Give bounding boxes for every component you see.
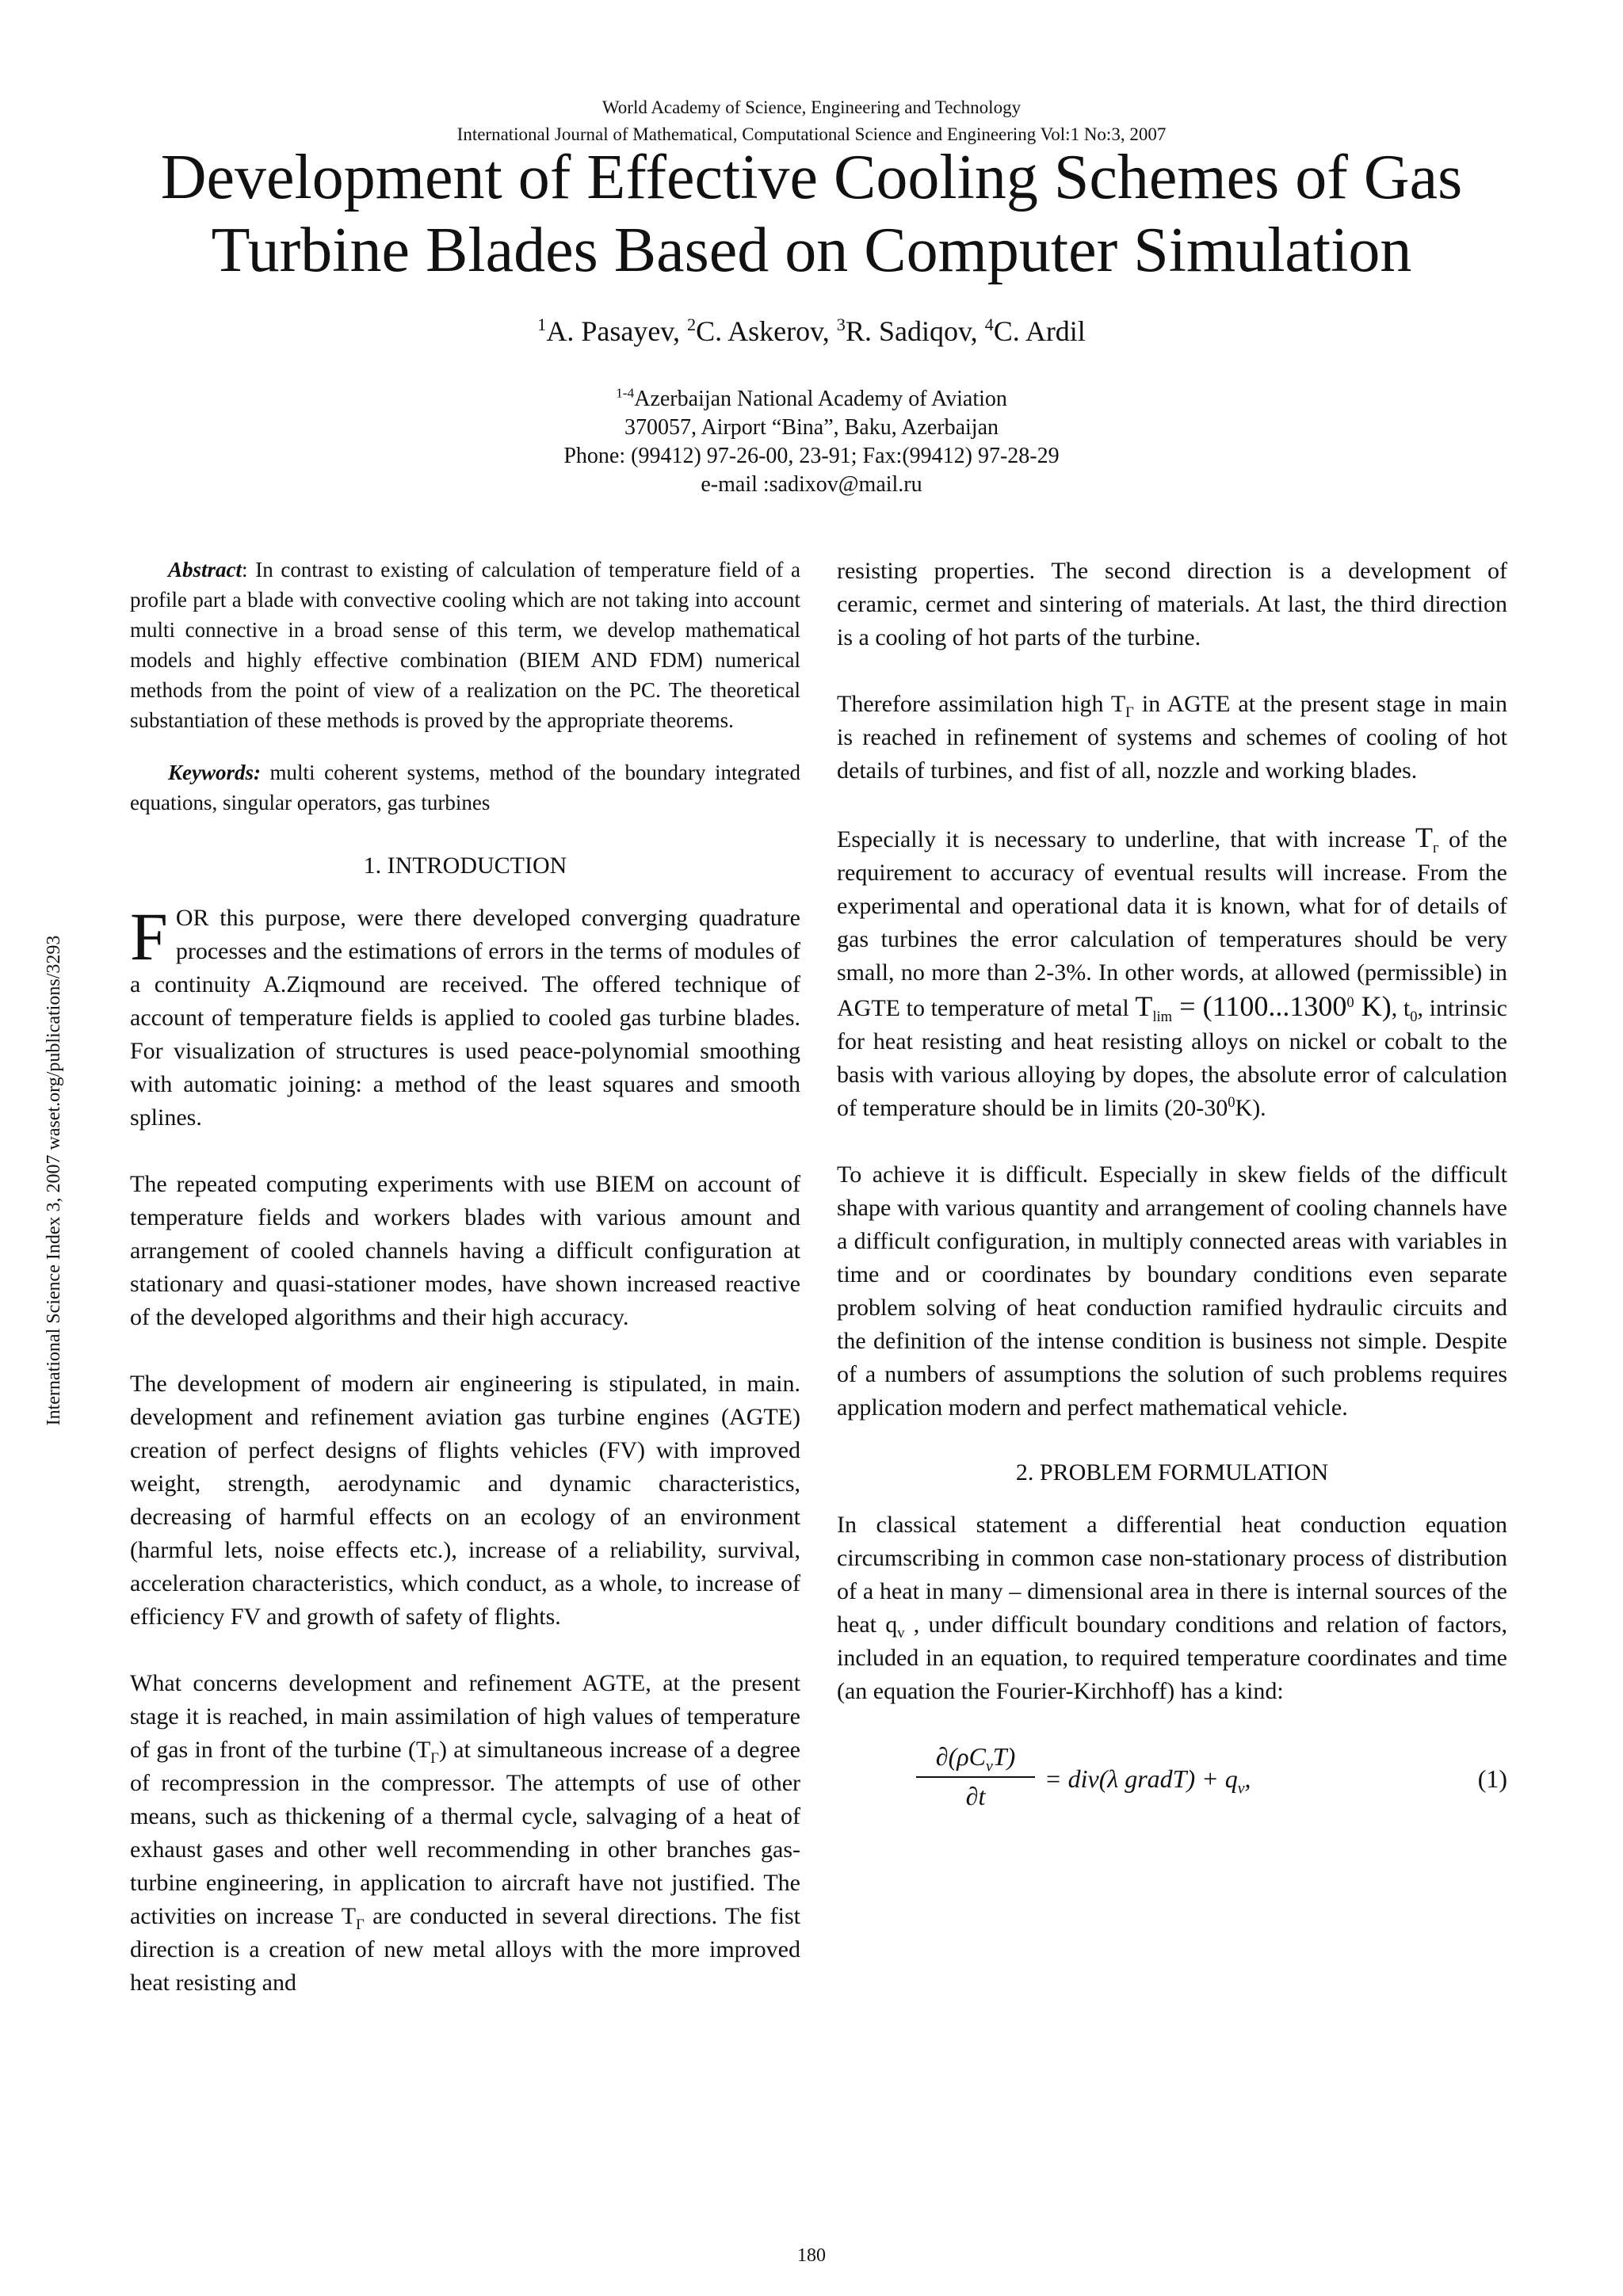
journal-volume: International Journal of Mathematical, Computational Science and Engineering Vol:1 No:3, 2007 bbox=[456, 124, 1167, 144]
equation-1 bbox=[837, 1737, 1507, 1832]
equation-fraction bbox=[916, 1740, 1035, 1813]
subscript-lim: lim bbox=[1152, 1009, 1173, 1025]
affiliation-phone: Phone: (99412) 97-26-00, 23-91; Fax:(99412) 97-28-29 bbox=[563, 444, 1060, 468]
equation-denominator: ∂t bbox=[965, 1782, 986, 1810]
abstract bbox=[130, 555, 800, 735]
right-paragraph-3-part-2: of the requirement to accuracy of eventual results will increase. From the experimental and operational data it is known, what for of details of gas turbines the error calculation of temperatures should be very small, no more than 2-3%. In other words, at allowed (permissible) in AGTE to temperature of metal bbox=[837, 826, 1507, 1021]
subscript-v: v bbox=[897, 1625, 905, 1642]
section-1-number: 1. bbox=[363, 852, 388, 879]
author-1: A. Pasayev, bbox=[546, 315, 687, 347]
equation-rhs bbox=[1044, 1762, 1251, 1798]
section-2-rest-1: ROBLEM bbox=[1052, 1459, 1159, 1486]
equation-number: (1) bbox=[1477, 1764, 1507, 1793]
numerator-start: ∂(ρC bbox=[935, 1742, 986, 1771]
intro-paragraph-3: The development of modern air engineering is stipulated, in main. development and refinement aviation gas turbine engines (AGTE) creation of perfect designs of flights vehicles (FV) with improved weight, strength, aerodynamic and dynamic characteristics, decreasing of harmful effects on an ecology of an environment (harmful lets, noise effects etc.), increase of a reliability, survival, acceleration characteristics, which conduct, as a whole, to increase of efficiency FV and growth of safety of flights. bbox=[130, 1371, 800, 1630]
section-heading-problem-formulation bbox=[837, 1456, 1507, 1489]
author-4-index: 4 bbox=[984, 315, 994, 334]
intro-paragraph-4-part-1: What concerns development and refinement AGTE, at the present stage it is reached, in main assimilation of high values of temperature of gas in front of the turbine (T bbox=[130, 1670, 800, 1763]
affiliation-institution: Azerbaijan National Academy of Aviation bbox=[634, 387, 1007, 411]
left-column bbox=[130, 555, 800, 2000]
affiliation-index: 1-4 bbox=[616, 385, 635, 401]
temperature-range: = (1100...1300 bbox=[1172, 990, 1347, 1022]
author-3-index: 3 bbox=[836, 315, 846, 334]
affiliation-address: 370057, Airport “Bina”, Baku, Azerbaijan bbox=[624, 415, 999, 440]
right-paragraph-1: resisting properties. The second direction is a development of ceramic, cermet and sintering of materials. At last, the third direction is a cooling of hot parts of the turbine. bbox=[837, 558, 1507, 650]
drop-cap-rest: OR bbox=[175, 905, 209, 931]
affiliation bbox=[0, 385, 1623, 499]
intro-paragraph-1 bbox=[130, 898, 800, 1135]
section-2-initial-2: F bbox=[1158, 1459, 1171, 1486]
section-heading-introduction bbox=[130, 849, 800, 883]
subscript-zero: 0 bbox=[1410, 1009, 1418, 1025]
intro-paragraph-4-part-2: ) at simultaneous increase of a degree of recompression in the compressor. The attempts of use of other means, such as thickening of a thermal cycle, salvaging of a heat of exhaust gases and other well recommending in other branches gas-turbine engineering, in application to aircraft have not justified. The activities on increase T bbox=[130, 1737, 800, 1929]
affiliation-email: e-mail :sadixov@mail.ru bbox=[701, 472, 922, 497]
numerator-end: T) bbox=[992, 1742, 1016, 1771]
symbol-T-lim: T bbox=[1135, 990, 1153, 1022]
subscript-gamma: Г bbox=[1125, 704, 1134, 721]
author-3: R. Sadiqov, bbox=[845, 315, 985, 347]
section-2-rest-2: ORMULATION bbox=[1170, 1459, 1329, 1486]
right-paragraph-2 bbox=[837, 688, 1507, 788]
section-1-initial: I bbox=[387, 852, 395, 879]
author-4: C. Ardil bbox=[993, 315, 1086, 347]
drop-cap: F bbox=[130, 898, 168, 974]
keywords-text: multi coherent systems, method of the boundary integrated equations, singular operators, gas turbines bbox=[130, 761, 800, 814]
intro-paragraph-4-part-3: are conducted in several directions. The fist direction is a creation of new metal alloys with the more improved heat resisting and bbox=[130, 1903, 801, 1996]
rhs-subscript: v bbox=[1237, 1779, 1245, 1798]
right-paragraph-3-part-5: K). bbox=[1235, 1095, 1266, 1121]
abstract-text: : In contrast to existing of calculation of temperature field of a profile part a blade with convective cooling which are not taking into account multi connective in a broad sense of this term, we develop mathematical models and highly effective combination (BIEM AND FDM) numerical methods from the point of view of a realization on the PC. The theoretical substantiation of these methods is proved by the appropriate theorems. bbox=[130, 558, 800, 732]
right-paragraph-3 bbox=[837, 821, 1507, 1125]
right-paragraph-5-part-2: , under difficult boundary conditions and relation of factors, included in an equation, to required temperature coordinates and time (an equation the Fourier-Kirchhoff) has a kind: bbox=[837, 1611, 1507, 1704]
journal-name: World Academy of Science, Engineering and Technology bbox=[601, 97, 1022, 117]
author-1-index: 1 bbox=[537, 315, 547, 334]
paper-title: Development of Effective Cooling Schemes of Gas Turbine Blades Based on Computer Simulation bbox=[160, 143, 1463, 285]
author-2: C. Askerov, bbox=[696, 315, 837, 347]
author-2-index: 2 bbox=[686, 315, 697, 334]
subscript-g: г bbox=[1433, 840, 1439, 856]
authors bbox=[0, 314, 1623, 349]
rhs-end: , bbox=[1244, 1764, 1251, 1793]
right-paragraph-5 bbox=[837, 1508, 1507, 1708]
subscript-gamma: Г bbox=[356, 1917, 365, 1933]
section-2-number: 2. bbox=[1015, 1459, 1040, 1486]
keywords-label: Keywords: bbox=[168, 761, 261, 784]
section-2-initial-1: P bbox=[1039, 1459, 1053, 1486]
right-paragraph-5-part-1: In classical statement a differential heat conduction equation circumscribing in common case non-stationary process of distribution of a heat in many – dimensional area in there is internal sources of the heat q bbox=[837, 1512, 1507, 1638]
index-sidebar: International Science Index 3, 2007 waset.org/publications/3293 bbox=[44, 935, 64, 1426]
kelvin-unit: K) bbox=[1354, 990, 1392, 1022]
page-number: 180 bbox=[797, 2245, 826, 2266]
degree-superscript: 0 bbox=[1346, 994, 1354, 1011]
keywords bbox=[130, 757, 800, 818]
rhs-main: = div(λ gradT) + q bbox=[1044, 1764, 1238, 1793]
right-paragraph-3-part-3: , t bbox=[1391, 995, 1411, 1021]
right-paragraph-3-part-4: , intrinsic for heat resisting and heat resisting alloys on nickel or cobalt to the basis with various alloying by dopes, the absolute error of calculation of temperature should be in limits (20-30 bbox=[837, 995, 1507, 1121]
intro-paragraph-1-text: this purpose, were there developed converging quadrature processes and the estimations of errors in the terms of modules of a continuity A.Ziqmound are received. The offered technique of account of temperature fields is applied to cooled gas turbine blades. For visualization of structures is used peace-polynomial smoothing with automatic joining: a method of the least squares and smooth splines. bbox=[130, 905, 800, 1131]
abstract-label: Abstract bbox=[168, 558, 242, 582]
intro-paragraph-4 bbox=[130, 1667, 800, 2000]
degree-superscript: 0 bbox=[1228, 1094, 1235, 1111]
subscript-gamma: Г bbox=[430, 1750, 440, 1767]
right-paragraph-2-part-2: in AGTE at the present stage in main is reached in refinement of systems and schemes of cooling of hot details of turbines, and fist of all, nozzle and working blades. bbox=[837, 691, 1507, 784]
equation-numerator bbox=[916, 1740, 1035, 1778]
right-paragraph-3-part-1: Especially it is necessary to underline, that with increase bbox=[837, 826, 1416, 852]
right-column bbox=[837, 555, 1507, 1832]
symbol-T: T bbox=[1415, 822, 1434, 853]
right-paragraph-2-part-1: Therefore assimilation high T bbox=[837, 691, 1126, 717]
numerator-subscript: v bbox=[985, 1757, 993, 1775]
affiliation-institution-line bbox=[0, 385, 1623, 414]
section-1-rest: NTRODUCTION bbox=[395, 852, 567, 879]
right-paragraph-4: To achieve it is difficult. Especially in skew fields of the difficult shape with various quantity and arrangement of cooling channels have a difficult configuration, in multiply connected areas with variables in time and or coordinates by boundary conditions even separate problem solving of heat conduction ramified hydraulic circuits and the definition of the intense condition is business not simple. Despite of a numbers of assumptions the solution of such problems requires application modern and perfect mathematical vehicle. bbox=[837, 1161, 1507, 1421]
intro-paragraph-2: The repeated computing experiments with use BIEM on account of temperature fields and workers blades with various amount and arrangement of cooled channels having a difficult configuration at stationary and quasi-stationer modes, have shown increased reactive of the developed algorithms and their high accuracy. bbox=[130, 1171, 800, 1330]
